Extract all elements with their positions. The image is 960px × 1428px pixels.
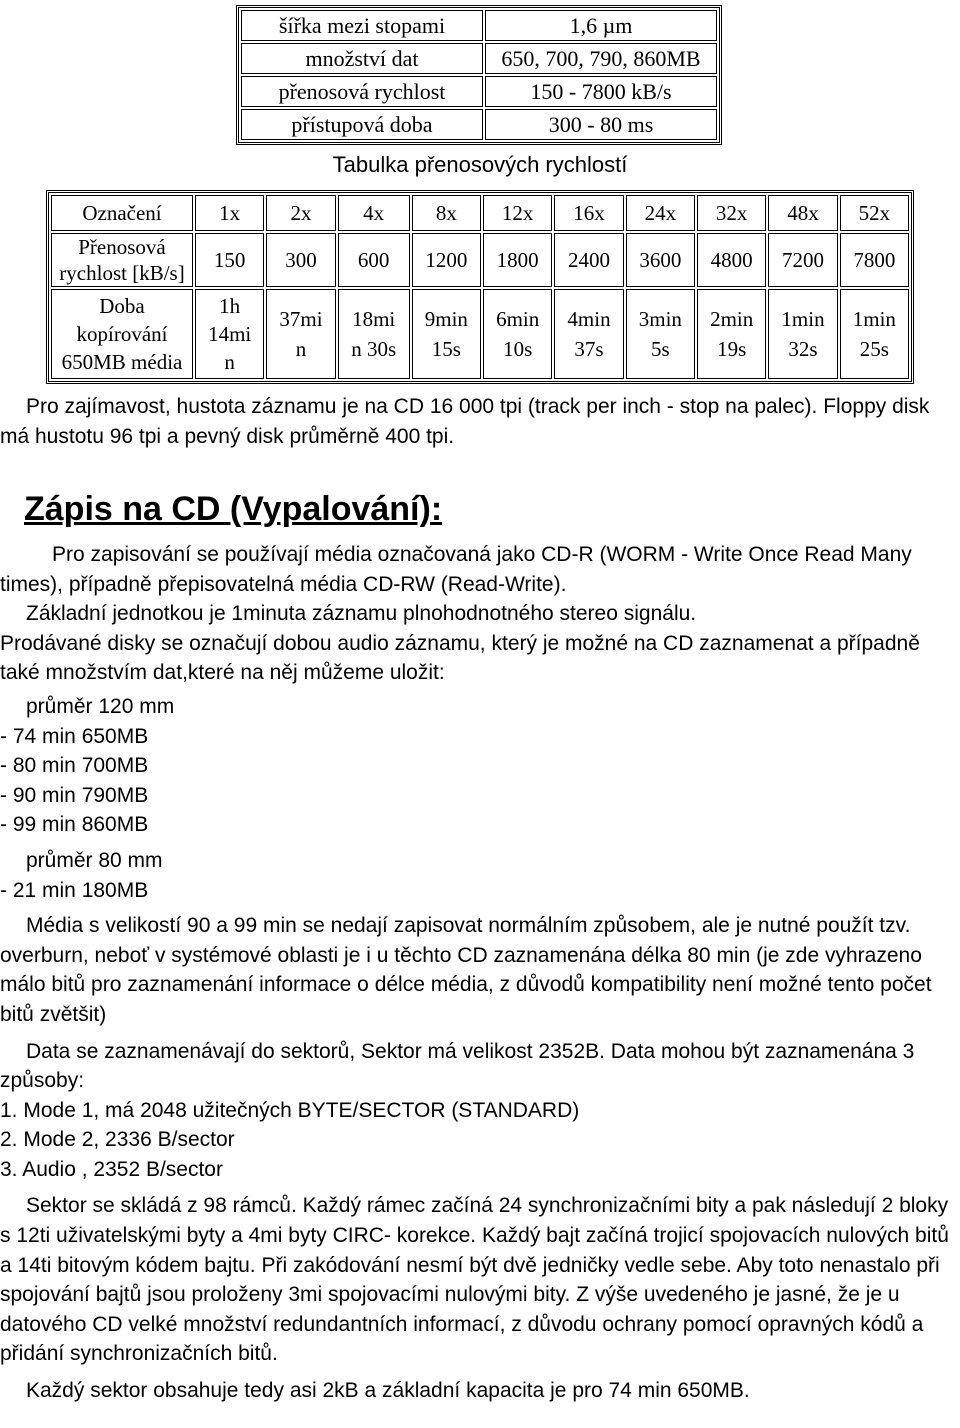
- copy-time-line: 25s: [859, 337, 889, 361]
- list-item: 3. Audio , 2352 B/sector: [0, 1157, 223, 1181]
- paragraph: Data se zaznamenávají do sektorů, Sektor má velikost 2352B. Data mohou být zaznamenána 3 způsoby:: [0, 1039, 915, 1093]
- copy-time-line: n: [224, 350, 235, 374]
- copy-time-line: 9min: [424, 307, 468, 331]
- header-cell: 12x: [483, 195, 552, 231]
- rate-label-cell: [51, 233, 193, 287]
- paragraph: Pro zapisování se používají média označovaná jako CD-R (WORM - Write Once Read Many times), případně přepisovatelná média CD-RW (Read-Write).: [0, 543, 912, 596]
- rate-cell: 600: [338, 233, 410, 287]
- spec-value: 300 - 80 ms: [485, 109, 717, 140]
- header-cell: 2x: [266, 195, 335, 231]
- copy-time-cell: [266, 289, 335, 379]
- table-row: [241, 76, 717, 107]
- copy-time-cell: [554, 289, 623, 379]
- paragraph: Základní jednotkou je 1minuta záznamu plnohodnotného stereo signálu.: [26, 602, 697, 626]
- copy-time-line: 6min: [496, 307, 540, 331]
- rate-cell: 3600: [626, 233, 695, 287]
- header-cell: 32x: [697, 195, 766, 231]
- spec-label: přístupová doba: [241, 109, 483, 140]
- spec-table: [236, 5, 722, 145]
- copy-time-line: n 30s: [351, 337, 397, 361]
- copy-time-cell: [338, 289, 410, 379]
- copy-label-line: kopírování: [76, 322, 168, 346]
- copy-time-line: 15s: [431, 337, 461, 361]
- list-item: - 74 min 650MB: [0, 724, 149, 748]
- copy-time-line: 5s: [650, 337, 670, 361]
- rate-cell: 1800: [483, 233, 552, 287]
- rate-cell: 7800: [840, 233, 909, 287]
- header-cell: 48x: [768, 195, 837, 231]
- paragraph: Sektor se skládá z 98 rámců. Každý rámec začíná 24 synchronizačními bity a pak následují 2 bloky s 12ti uživatelskými byty a 4mi byty CIRC- korekce. Každý bajt začíná trojicí spojovacích nulových bitů a 14ti bitovým kódem bajtu. Při zakódování nesmí být dvě jedničky vedle sebe. Aby toto nenastalo při spojování bajtů jsou proloženy 3mi spojovacími nulovými bity. Z výše uvedeného je jasné, že je u datového CD velké množství redundantních informací, z důvodu ochrany pomocí opravných kódů a přidání synchronizačních bitů.: [0, 1194, 949, 1366]
- copy-time-line: 4min: [567, 307, 611, 331]
- section-body: [0, 540, 960, 1406]
- copy-time-line: 14mi: [208, 322, 252, 346]
- header-cell: 16x: [554, 195, 623, 231]
- list-item: 2. Mode 2, 2336 B/sector: [0, 1128, 235, 1152]
- copy-time-cell: [768, 289, 837, 379]
- section-heading: Zápis na CD (Vypalování):: [24, 490, 443, 528]
- header-cell: 24x: [626, 195, 695, 231]
- spec-value: 1,6 µm: [485, 10, 717, 41]
- spec-label: šířka mezi stopami: [241, 10, 483, 41]
- rate-cell: 300: [266, 233, 335, 287]
- copy-time-line: 19s: [717, 337, 747, 361]
- table-row: [51, 289, 909, 379]
- rate-cell: 7200: [768, 233, 837, 287]
- spec-value: 150 - 7800 kB/s: [485, 76, 717, 107]
- rate-cell: 1200: [412, 233, 481, 287]
- copy-time-cell: [412, 289, 481, 379]
- spec-label: množství dat: [241, 43, 483, 74]
- copy-time-line: 10s: [503, 337, 533, 361]
- copy-time-cell: [483, 289, 552, 379]
- rate-cell: 150: [195, 233, 264, 287]
- header-cell: 4x: [338, 195, 410, 231]
- paragraph: Média s velikostí 90 a 99 min se nedají zapisovat normálním způsobem, ale je nutné použít tzv. overburn, neboť v systémové oblasti je i u těchto CD zaznamenána délka 80 min (je zde vyhrazeno málo bitů pro zaznamenání informace o délce média, z důvodů kompatibility není možné tento počet bitů zvětšit): [0, 914, 932, 1026]
- rate-label-line: rychlost [kB/s]: [59, 261, 185, 285]
- copy-time-line: 1min: [781, 307, 825, 331]
- copy-label-cell: [51, 289, 193, 379]
- table-row: [241, 109, 717, 140]
- copy-time-cell: [626, 289, 695, 379]
- list-item: - 80 min 700MB: [0, 754, 149, 778]
- table-row: [241, 43, 717, 74]
- header-cell: 8x: [412, 195, 481, 231]
- table-header-row: [51, 195, 909, 231]
- interest-text: Pro zajímavost, hustota záznamu je na CD 16 000 tpi (track per inch - stop na palec). Floppy disk má hustotu 96 tpi a pevný disk průměrně 400 tpi.: [0, 395, 930, 448]
- header-cell: 52x: [840, 195, 909, 231]
- copy-time-line: 37s: [574, 337, 604, 361]
- copy-time-cell: [840, 289, 909, 379]
- header-cell: Označení: [51, 195, 193, 231]
- list-item: - 99 min 860MB: [0, 813, 149, 837]
- list-item: - 21 min 180MB: [0, 878, 149, 902]
- copy-time-line: 37mi: [279, 307, 323, 331]
- rate-cell: 2400: [554, 233, 623, 287]
- rate-cell: 4800: [697, 233, 766, 287]
- copy-time-line: 18mi: [352, 307, 396, 331]
- paragraph: Každý sektor obsahuje tedy asi 2kB a základní kapacita je pro 74 min 650MB.: [26, 1379, 750, 1403]
- copy-time-cell: [697, 289, 766, 379]
- copy-time-line: 1min: [852, 307, 896, 331]
- copy-time-line: 1h: [219, 294, 241, 318]
- copy-time-cell: [195, 289, 264, 379]
- header-cell: 1x: [195, 195, 264, 231]
- copy-time-line: n: [295, 337, 307, 361]
- list-item: - 90 min 790MB: [0, 783, 149, 807]
- speed-table-caption: Tabulka přenosových rychlostí: [332, 152, 628, 177]
- interest-paragraph: [0, 392, 960, 451]
- diameter-120-label: průměr 120 mm: [26, 694, 175, 718]
- copy-label-line: Doba: [99, 294, 145, 318]
- speed-table: [46, 190, 914, 384]
- list-item: 1. Mode 1, má 2048 užitečných BYTE/SECTOR (STANDARD): [0, 1098, 580, 1122]
- diameter-80-label: průměr 80 mm: [26, 848, 163, 872]
- paragraph: Prodávané disky se označují dobou audio záznamu, který je možné na CD zaznamenat a případně také množstvím dat,které na něj můžeme uložit:: [0, 631, 920, 685]
- copy-label-line: 650MB média: [61, 350, 183, 374]
- table-row: [51, 233, 909, 287]
- copy-time-line: 32s: [788, 337, 818, 361]
- copy-time-line: 2min: [710, 307, 754, 331]
- spec-value: 650, 700, 790, 860MB: [485, 43, 717, 74]
- table-row: [241, 10, 717, 41]
- rate-label-line: Přenosová: [78, 235, 166, 259]
- copy-time-line: 3min: [638, 307, 682, 331]
- spec-label: přenosová rychlost: [241, 76, 483, 107]
